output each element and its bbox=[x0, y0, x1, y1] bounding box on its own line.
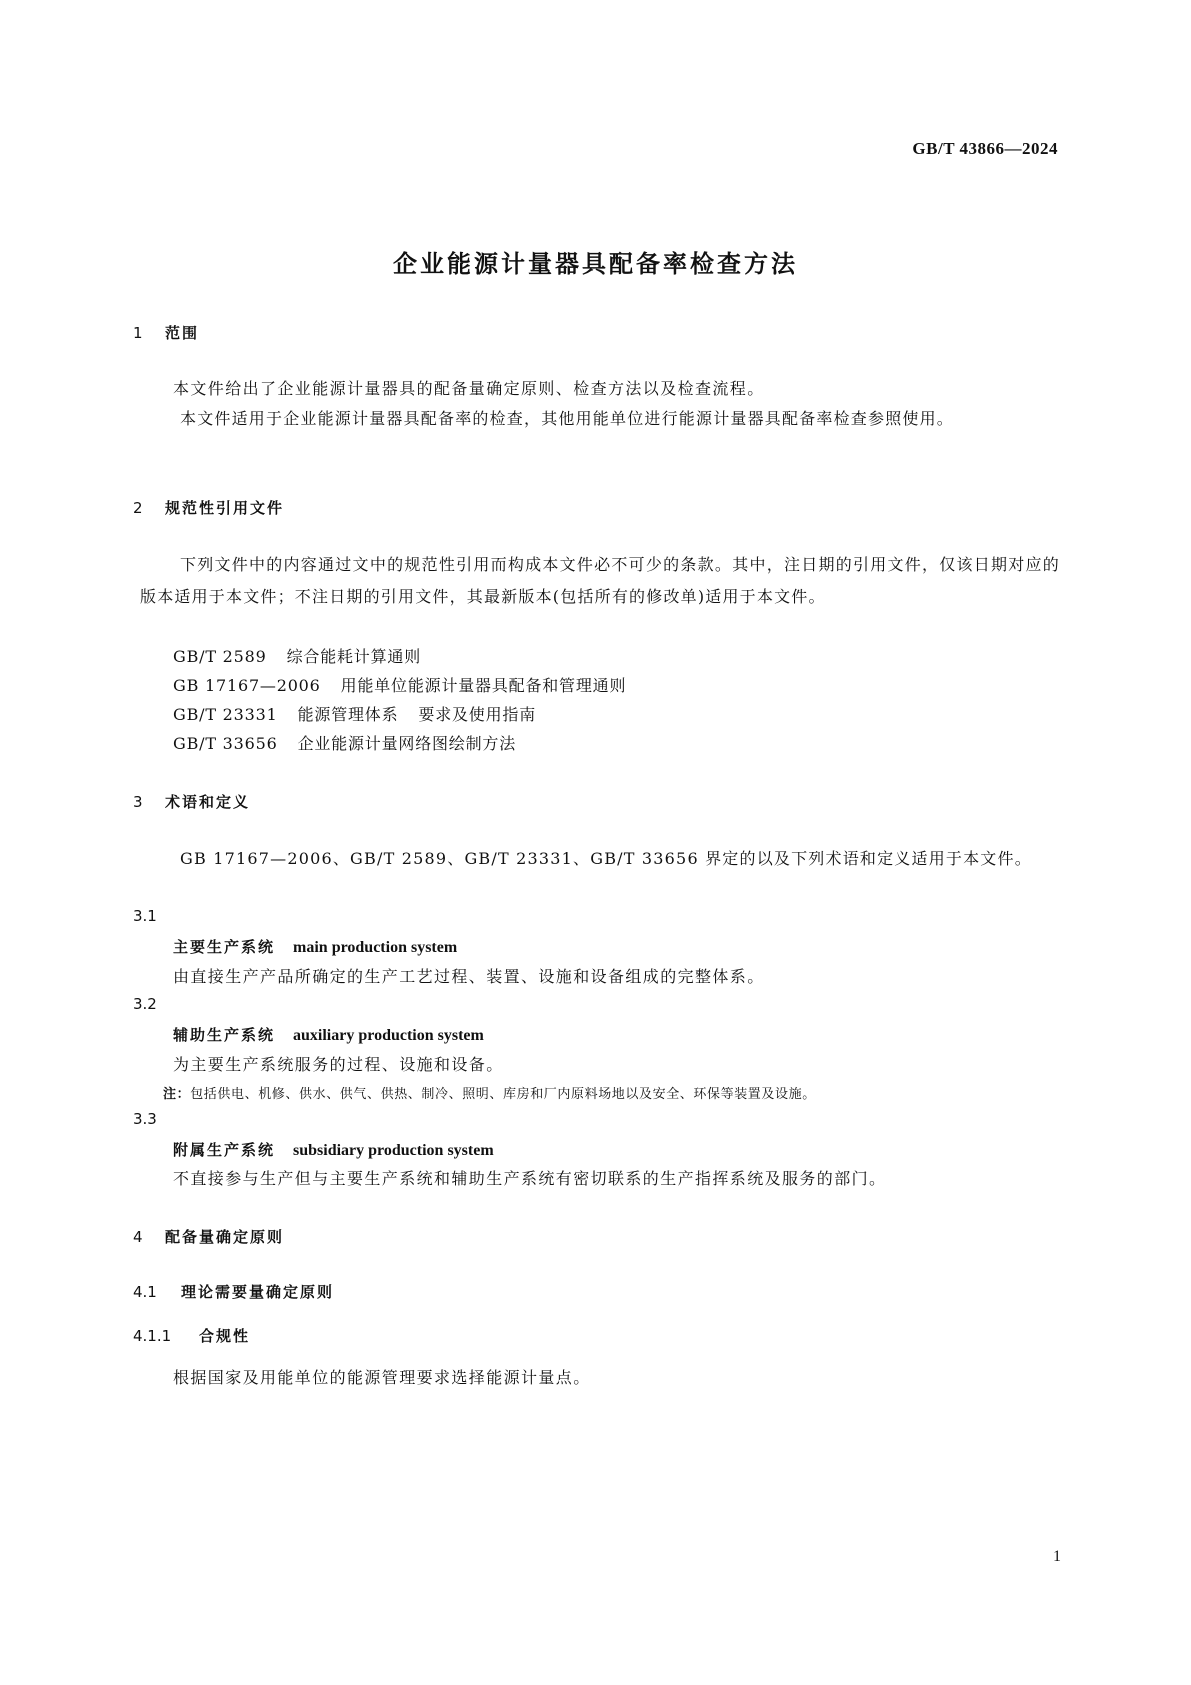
subsection-4-1-1-heading bbox=[133, 1325, 250, 1346]
term-heading bbox=[173, 936, 457, 957]
section-title: 范围 bbox=[165, 324, 200, 342]
section-title: 规范性引用文件 bbox=[165, 499, 285, 517]
section-4-paragraph: 根据国家及用能单位的能源管理要求选择能源计量点。 bbox=[173, 1368, 591, 1387]
term-definition: 不直接参与生产但与主要生产系统和辅助生产系统有密切联系的生产指挥系统及服务的部门。 bbox=[173, 1169, 887, 1188]
subsection-title: 理论需要量确定原则 bbox=[181, 1283, 335, 1301]
section-3-intro: GB 17167—2006、GB/T 2589、GB/T 23331、GB/T 33656 界定的以及下列术语和定义适用于本文件。 bbox=[180, 849, 1032, 868]
reference-code: GB 17167—2006 bbox=[173, 676, 321, 695]
section-number: 4 bbox=[133, 1228, 143, 1246]
term-chinese: 附属生产系统 bbox=[173, 1141, 276, 1159]
reference-title-part-2: 要求及使用指南 bbox=[418, 705, 537, 724]
section-title: 术语和定义 bbox=[165, 793, 251, 811]
reference-item bbox=[173, 673, 626, 696]
subsection-title: 合规性 bbox=[199, 1327, 251, 1345]
section-1-paragraph-1: 本文件给出了企业能源计量器具的配备量确定原则、检查方法以及检查流程。 bbox=[173, 379, 765, 398]
document-title: 企业能源计量器具配备率检查方法 bbox=[393, 250, 798, 278]
section-number: 1 bbox=[133, 324, 143, 342]
term-heading bbox=[173, 1024, 484, 1045]
term-number: 3.1 bbox=[133, 907, 157, 925]
term-english: main production system bbox=[293, 939, 458, 956]
term-definition: 由直接生产产品所确定的生产工艺过程、装置、设施和设备组成的完整体系。 bbox=[173, 967, 765, 986]
term-chinese: 辅助生产系统 bbox=[173, 1026, 276, 1044]
reference-code: GB/T 33656 bbox=[173, 734, 278, 753]
section-number: 3 bbox=[133, 793, 143, 811]
section-title: 配备量确定原则 bbox=[165, 1228, 285, 1246]
page-number: 1 bbox=[1053, 1548, 1061, 1565]
section-4-heading bbox=[133, 1226, 284, 1247]
reference-item bbox=[173, 644, 421, 667]
reference-title-part-1: 能源管理体系 bbox=[297, 705, 399, 724]
section-2-heading bbox=[133, 497, 284, 518]
section-2-intro: 下列文件中的内容通过文中的规范性引用而构成本文件必不可少的条款。其中，注日期的引用文件，仅该日期对应的版本适用于本文件；不注日期的引用文件，其最新版本(包括所有的修改单)适用于本文件。 bbox=[140, 555, 1060, 606]
reference-title: 用能单位能源计量器具配备和管理通则 bbox=[340, 676, 627, 695]
reference-title: 综合能耗计算通则 bbox=[286, 647, 422, 666]
standard-code: GB/T 43866—2024 bbox=[912, 139, 1058, 158]
term-english: subsidiary production system bbox=[293, 1142, 494, 1159]
subsection-number: 4.1.1 bbox=[133, 1327, 172, 1345]
section-3-heading bbox=[133, 791, 250, 812]
term-definition: 为主要生产系统服务的过程、设施和设备。 bbox=[173, 1055, 504, 1074]
section-1-paragraph-2: 本文件适用于企业能源计量器具配备率的检查，其他用能单位进行能源计量器具配备率检查参照使用。 bbox=[180, 409, 955, 428]
reference-item bbox=[173, 702, 536, 725]
reference-code: GB/T 2589 bbox=[173, 647, 267, 666]
note-text: 包括供电、机修、供水、供气、供热、制冷、照明、库房和厂内原料场地以及安全、环保等装置及设施。 bbox=[190, 1087, 816, 1102]
subsection-4-1-heading bbox=[133, 1281, 334, 1302]
reference-item bbox=[173, 731, 516, 754]
term-number: 3.3 bbox=[133, 1110, 157, 1128]
term-heading bbox=[173, 1139, 494, 1160]
term-chinese: 主要生产系统 bbox=[173, 938, 276, 956]
reference-code: GB/T 23331 bbox=[173, 705, 278, 724]
term-english: auxiliary production system bbox=[293, 1027, 484, 1044]
note-label: 注： bbox=[163, 1087, 191, 1102]
section-1-heading bbox=[133, 322, 199, 343]
reference-title: 企业能源计量网络图绘制方法 bbox=[297, 734, 516, 753]
subsection-number: 4.1 bbox=[133, 1283, 157, 1301]
section-number: 2 bbox=[133, 499, 143, 517]
term-note bbox=[163, 1083, 816, 1102]
term-number: 3.2 bbox=[133, 995, 157, 1013]
